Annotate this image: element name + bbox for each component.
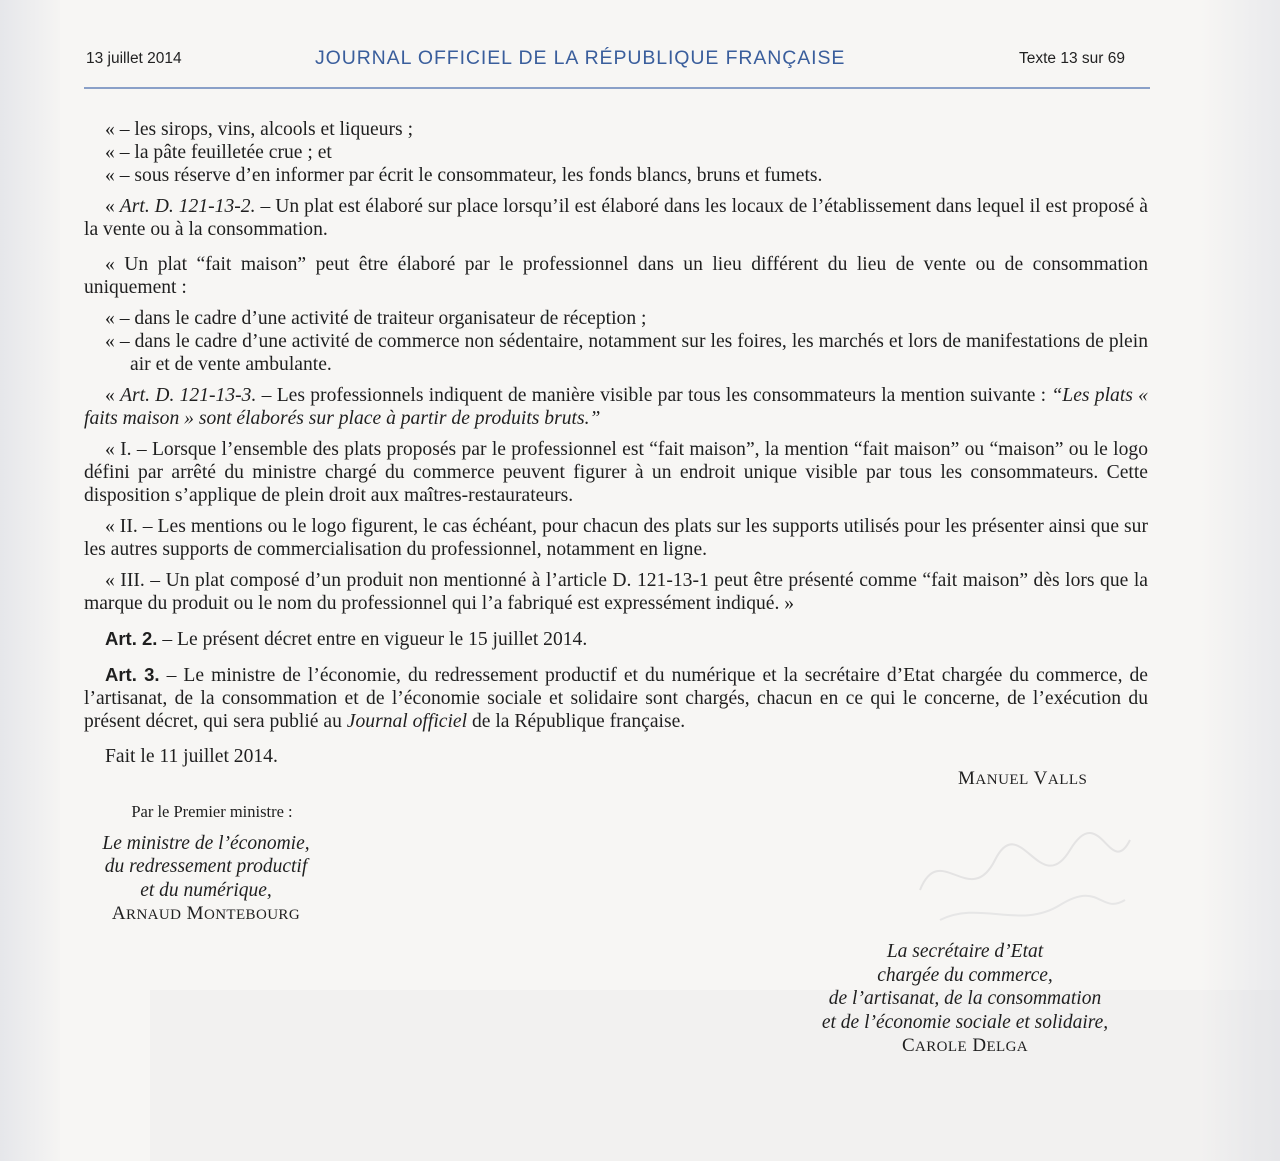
paragraph-iii: « III. – Un plat composé d’un produit non mentionné à l’article D. 121-13-1 peut être présenté comme “fait maison” dès lors que la marque du produit ou le nom du professionnel qui l’a fabriqué est expressément indiqué. » bbox=[84, 570, 1148, 614]
signature-intro: Par le Premier ministre : bbox=[131, 802, 293, 821]
article-d-121-13-3 bbox=[84, 384, 1148, 430]
name-initial: D bbox=[972, 1035, 987, 1056]
signer-title: Le ministre de l’économie, bbox=[102, 832, 310, 854]
name-initial: V bbox=[1033, 768, 1048, 789]
header-rule bbox=[84, 87, 1150, 89]
article-3 bbox=[84, 663, 1148, 733]
handwritten-signature bbox=[900, 780, 1140, 940]
signer-title: du redressement productif bbox=[104, 856, 308, 877]
page-header bbox=[0, 46, 1280, 76]
name-initial: M bbox=[958, 768, 976, 789]
list-item: « – les sirops, vins, alcools et liqueurs ; bbox=[105, 119, 414, 140]
quote-open: « bbox=[105, 385, 121, 406]
mandatory-mention: “Les plats « faits maison » sont élaborés sur place à partir de produits bruts.” bbox=[84, 385, 1148, 429]
signer-title: La secrétaire d’Etat bbox=[886, 941, 1044, 962]
name-rest: ONTEBOURG bbox=[203, 907, 301, 923]
signer-title: chargée du commerce, bbox=[877, 964, 1053, 986]
name-rest: AROLE bbox=[915, 1039, 968, 1055]
signature-block-secretary bbox=[760, 940, 1170, 1060]
header-page-ref: Texte 13 sur 69 bbox=[1019, 50, 1125, 67]
article-ref: Art. D. 121-13-2. bbox=[119, 196, 256, 217]
article-text: – Le présent décret entre en vigueur le 15 juillet 2014. bbox=[157, 629, 588, 650]
signer-title: et de l’économie sociale et solidaire, bbox=[821, 1011, 1109, 1033]
list-item: « – sous réserve d’en informer par écrit le consommateur, les fonds blancs, bruns et fumets. bbox=[105, 165, 823, 186]
name-rest: ANUEL bbox=[975, 772, 1029, 788]
article-label: Art. 2. bbox=[105, 628, 158, 649]
paragraph-i: « I. – Lorsque l’ensemble des plats proposés par le professionnel est “fait maison”, la mention “fait maison” ou “maison” ou le logo défini par arrêté du ministre chargé du commerce peuvent figurer à un endroit unique visible par tous les consommateurs. Cette disposition s’applique de plein droit aux maîtres-restaurateurs. bbox=[84, 439, 1148, 506]
header-date: 13 juillet 2014 bbox=[86, 50, 182, 67]
article-text: de la République française. bbox=[467, 711, 686, 732]
article-text: – Le ministre de l’économie, du redressement productif et du numérique et la secrétaire d’Etat chargée du commerce, de l’artisanat, de la consommation et de l’économie sociale et solidaire sont chargés, chacun en ce qui le concerne, de l’exécution du présent décret, qui sera publié au bbox=[84, 665, 1148, 732]
paragraph: « Un plat “fait maison” peut être élaboré par le professionnel dans un lieu différent du lieu de vente ou de consommation uniquement : bbox=[84, 254, 1148, 298]
signature-block-minister bbox=[70, 800, 342, 928]
quote-open: « bbox=[105, 196, 120, 217]
article-text: – Un plat est élaboré sur place lorsqu’il est élaboré dans les locaux de l’établissement dans lequel il est proposé à la vente ou à la consommation. bbox=[84, 196, 1148, 240]
list-item: « – dans le cadre d’une activité de commerce non sédentaire, notamment sur les foires, les marchés et lors de manifestations de plein air et de vente ambulante. bbox=[105, 331, 1148, 375]
scan-edge-left bbox=[0, 0, 60, 1161]
signer-name bbox=[760, 1034, 1170, 1060]
name-rest: RNAUD bbox=[126, 907, 182, 923]
article-d-121-13-2 bbox=[84, 195, 1148, 241]
list-item: « – la pâte feuilletée crue ; et bbox=[105, 142, 332, 163]
name-rest: ELGA bbox=[986, 1039, 1029, 1055]
name-initial: M bbox=[186, 903, 204, 924]
list-item: « – dans le cadre d’une activité de traiteur organisateur de réception ; bbox=[105, 308, 647, 329]
name-initial: C bbox=[901, 1035, 916, 1056]
paragraph-ii: « II. – Les mentions ou le logo figurent, le cas échéant, pour chacun des plats sur les supports utilisés pour les présenter ainsi que sur les autres supports de commercialisation du professionnel, notamment en ligne. bbox=[84, 516, 1148, 560]
date-signed: Fait le 11 juillet 2014. bbox=[105, 746, 278, 767]
scan-edge-right bbox=[1200, 0, 1280, 1161]
name-rest: ALLS bbox=[1047, 772, 1088, 788]
signer-name bbox=[70, 902, 342, 928]
article-ref: Art. D. 121-13-3. bbox=[120, 385, 257, 406]
signer-title: de l’artisanat, de la consommation bbox=[828, 988, 1102, 1009]
decree-body bbox=[84, 118, 1148, 768]
journal-officiel-ref: Journal officiel bbox=[346, 711, 468, 732]
article-2 bbox=[84, 627, 1148, 651]
name-initial: A bbox=[111, 903, 127, 924]
signer-title: et du numérique, bbox=[140, 879, 272, 901]
article-label: Art. 3. bbox=[105, 664, 160, 685]
article-text: – Les professionnels indiquent de manière visible par tous les consommateurs la mention suivante : bbox=[256, 385, 1052, 406]
header-journal-title: JOURNAL OFFICIEL DE LA RÉPUBLIQUE FRANÇAISE bbox=[315, 47, 846, 69]
